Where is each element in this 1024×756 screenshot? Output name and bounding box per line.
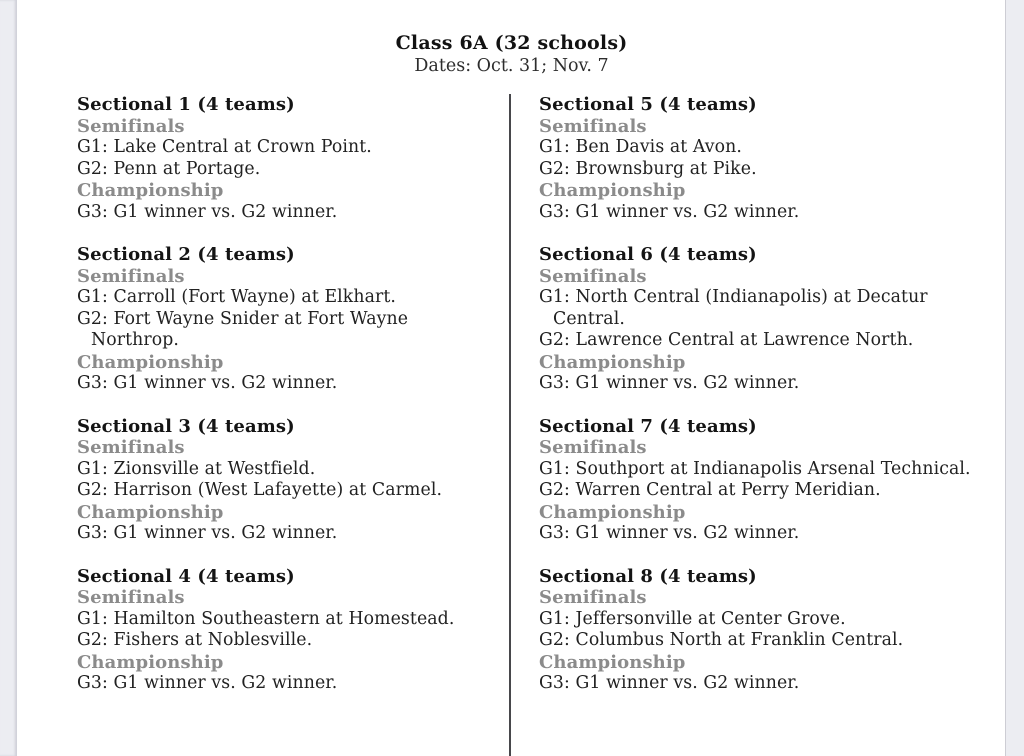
sectional-heading: Sectional 8 (4 teams): [539, 565, 757, 587]
game-line-g1: G1: Ben Davis at Avon.: [539, 137, 742, 157]
sectional-heading: Sectional 1 (4 teams): [77, 94, 295, 115]
game-line-g1: G1: Zionsville at Westfield.: [77, 458, 316, 479]
championship-label: Championship: [539, 180, 686, 201]
game-line-g1: G1: Carroll (Fort Wayne) at Elkhart.: [77, 287, 397, 307]
game-line-g3: G3: G1 winner vs. G2 winner.: [77, 673, 338, 693]
sectional-6-block: [539, 244, 992, 395]
game-line-g2: G2: Warren Central at Perry Meridian.: [539, 480, 881, 500]
game-line-g2: G2: Penn at Portage.: [77, 158, 261, 179]
championship-label: Championship: [77, 501, 224, 523]
sectional-8-block: [539, 566, 992, 695]
semifinals-label: Semifinals: [77, 437, 185, 458]
game-line-g3: G3: G1 winner vs. G2 winner.: [539, 523, 800, 543]
game-line-g3: G3: G1 winner vs. G2 winner.: [539, 201, 800, 222]
game-line-g1: G1: Jeffersonville at Center Grove.: [539, 608, 846, 629]
semifinals-label: Semifinals: [539, 437, 647, 458]
sectional-5-block: [539, 94, 992, 223]
game-line-g3: G3: G1 winner vs. G2 winner.: [539, 673, 800, 693]
sectional-heading: Sectional 2 (4 teams): [77, 244, 295, 265]
game-line-g3: G3: G1 winner vs. G2 winner.: [77, 201, 338, 222]
game-line-g3: G3: G1 winner vs. G2 winner.: [539, 373, 800, 393]
left-margin-strip: [0, 0, 17, 756]
semifinals-label: Semifinals: [77, 265, 185, 287]
sectional-2-block: [77, 244, 495, 395]
game-line-g2: G2: Fishers at Noblesville.: [77, 630, 313, 650]
semifinals-label: Semifinals: [77, 115, 185, 137]
semifinals-label: Semifinals: [539, 115, 647, 137]
game-line-g3: G3: G1 winner vs. G2 winner.: [77, 373, 338, 393]
game-line-g2: G2: Harrison (West Lafayette) at Carmel.: [77, 480, 443, 500]
game-line-g1: G1: Southport at Indianapolis Arsenal Technical.: [539, 458, 971, 479]
sectional-heading: Sectional 3 (4 teams): [77, 415, 295, 437]
sectional-7-block: [539, 416, 992, 545]
championship-label: Championship: [539, 351, 686, 373]
championship-label: Championship: [539, 651, 686, 673]
game-line-g1: G1: North Central (Indianapolis) at Decatur Central.: [539, 287, 928, 329]
sectional-heading: Sectional 4 (4 teams): [77, 565, 295, 587]
document-page: [17, 0, 1006, 756]
sectional-4-block: [77, 566, 495, 695]
sectional-1-block: [77, 94, 495, 223]
right-column: [511, 94, 1006, 756]
game-line-g3: G3: G1 winner vs. G2 winner.: [77, 523, 338, 543]
championship-label: Championship: [77, 351, 224, 373]
game-line-g2: G2: Lawrence Central at Lawrence North.: [539, 330, 914, 350]
two-column-layout: [17, 94, 1006, 756]
game-line-g2: G2: Brownsburg at Pike.: [539, 158, 757, 179]
sectional-heading: Sectional 7 (4 teams): [539, 415, 757, 437]
dates-line: Dates: Oct. 31; Nov. 7: [414, 56, 609, 76]
game-line-g1: G1: Hamilton Southeastern at Homestead.: [77, 608, 455, 629]
championship-label: Championship: [77, 651, 224, 673]
document-header: [17, 0, 1006, 77]
sectional-3-block: [77, 416, 495, 545]
championship-label: Championship: [539, 501, 686, 523]
game-line-g2: G2: Fort Wayne Snider at Fort Wayne Northrop.: [77, 308, 409, 350]
semifinals-label: Semifinals: [77, 587, 185, 608]
left-column: [17, 94, 509, 756]
semifinals-label: Semifinals: [539, 265, 647, 287]
sectional-heading: Sectional 6 (4 teams): [539, 244, 757, 265]
right-margin-strip: [1005, 0, 1024, 756]
game-line-g1: G1: Lake Central at Crown Point.: [77, 137, 372, 157]
page-title: Class 6A (32 schools): [395, 32, 628, 54]
game-line-g2: G2: Columbus North at Franklin Central.: [539, 630, 904, 650]
sectional-heading: Sectional 5 (4 teams): [539, 94, 757, 115]
semifinals-label: Semifinals: [539, 587, 647, 608]
championship-label: Championship: [77, 180, 224, 201]
